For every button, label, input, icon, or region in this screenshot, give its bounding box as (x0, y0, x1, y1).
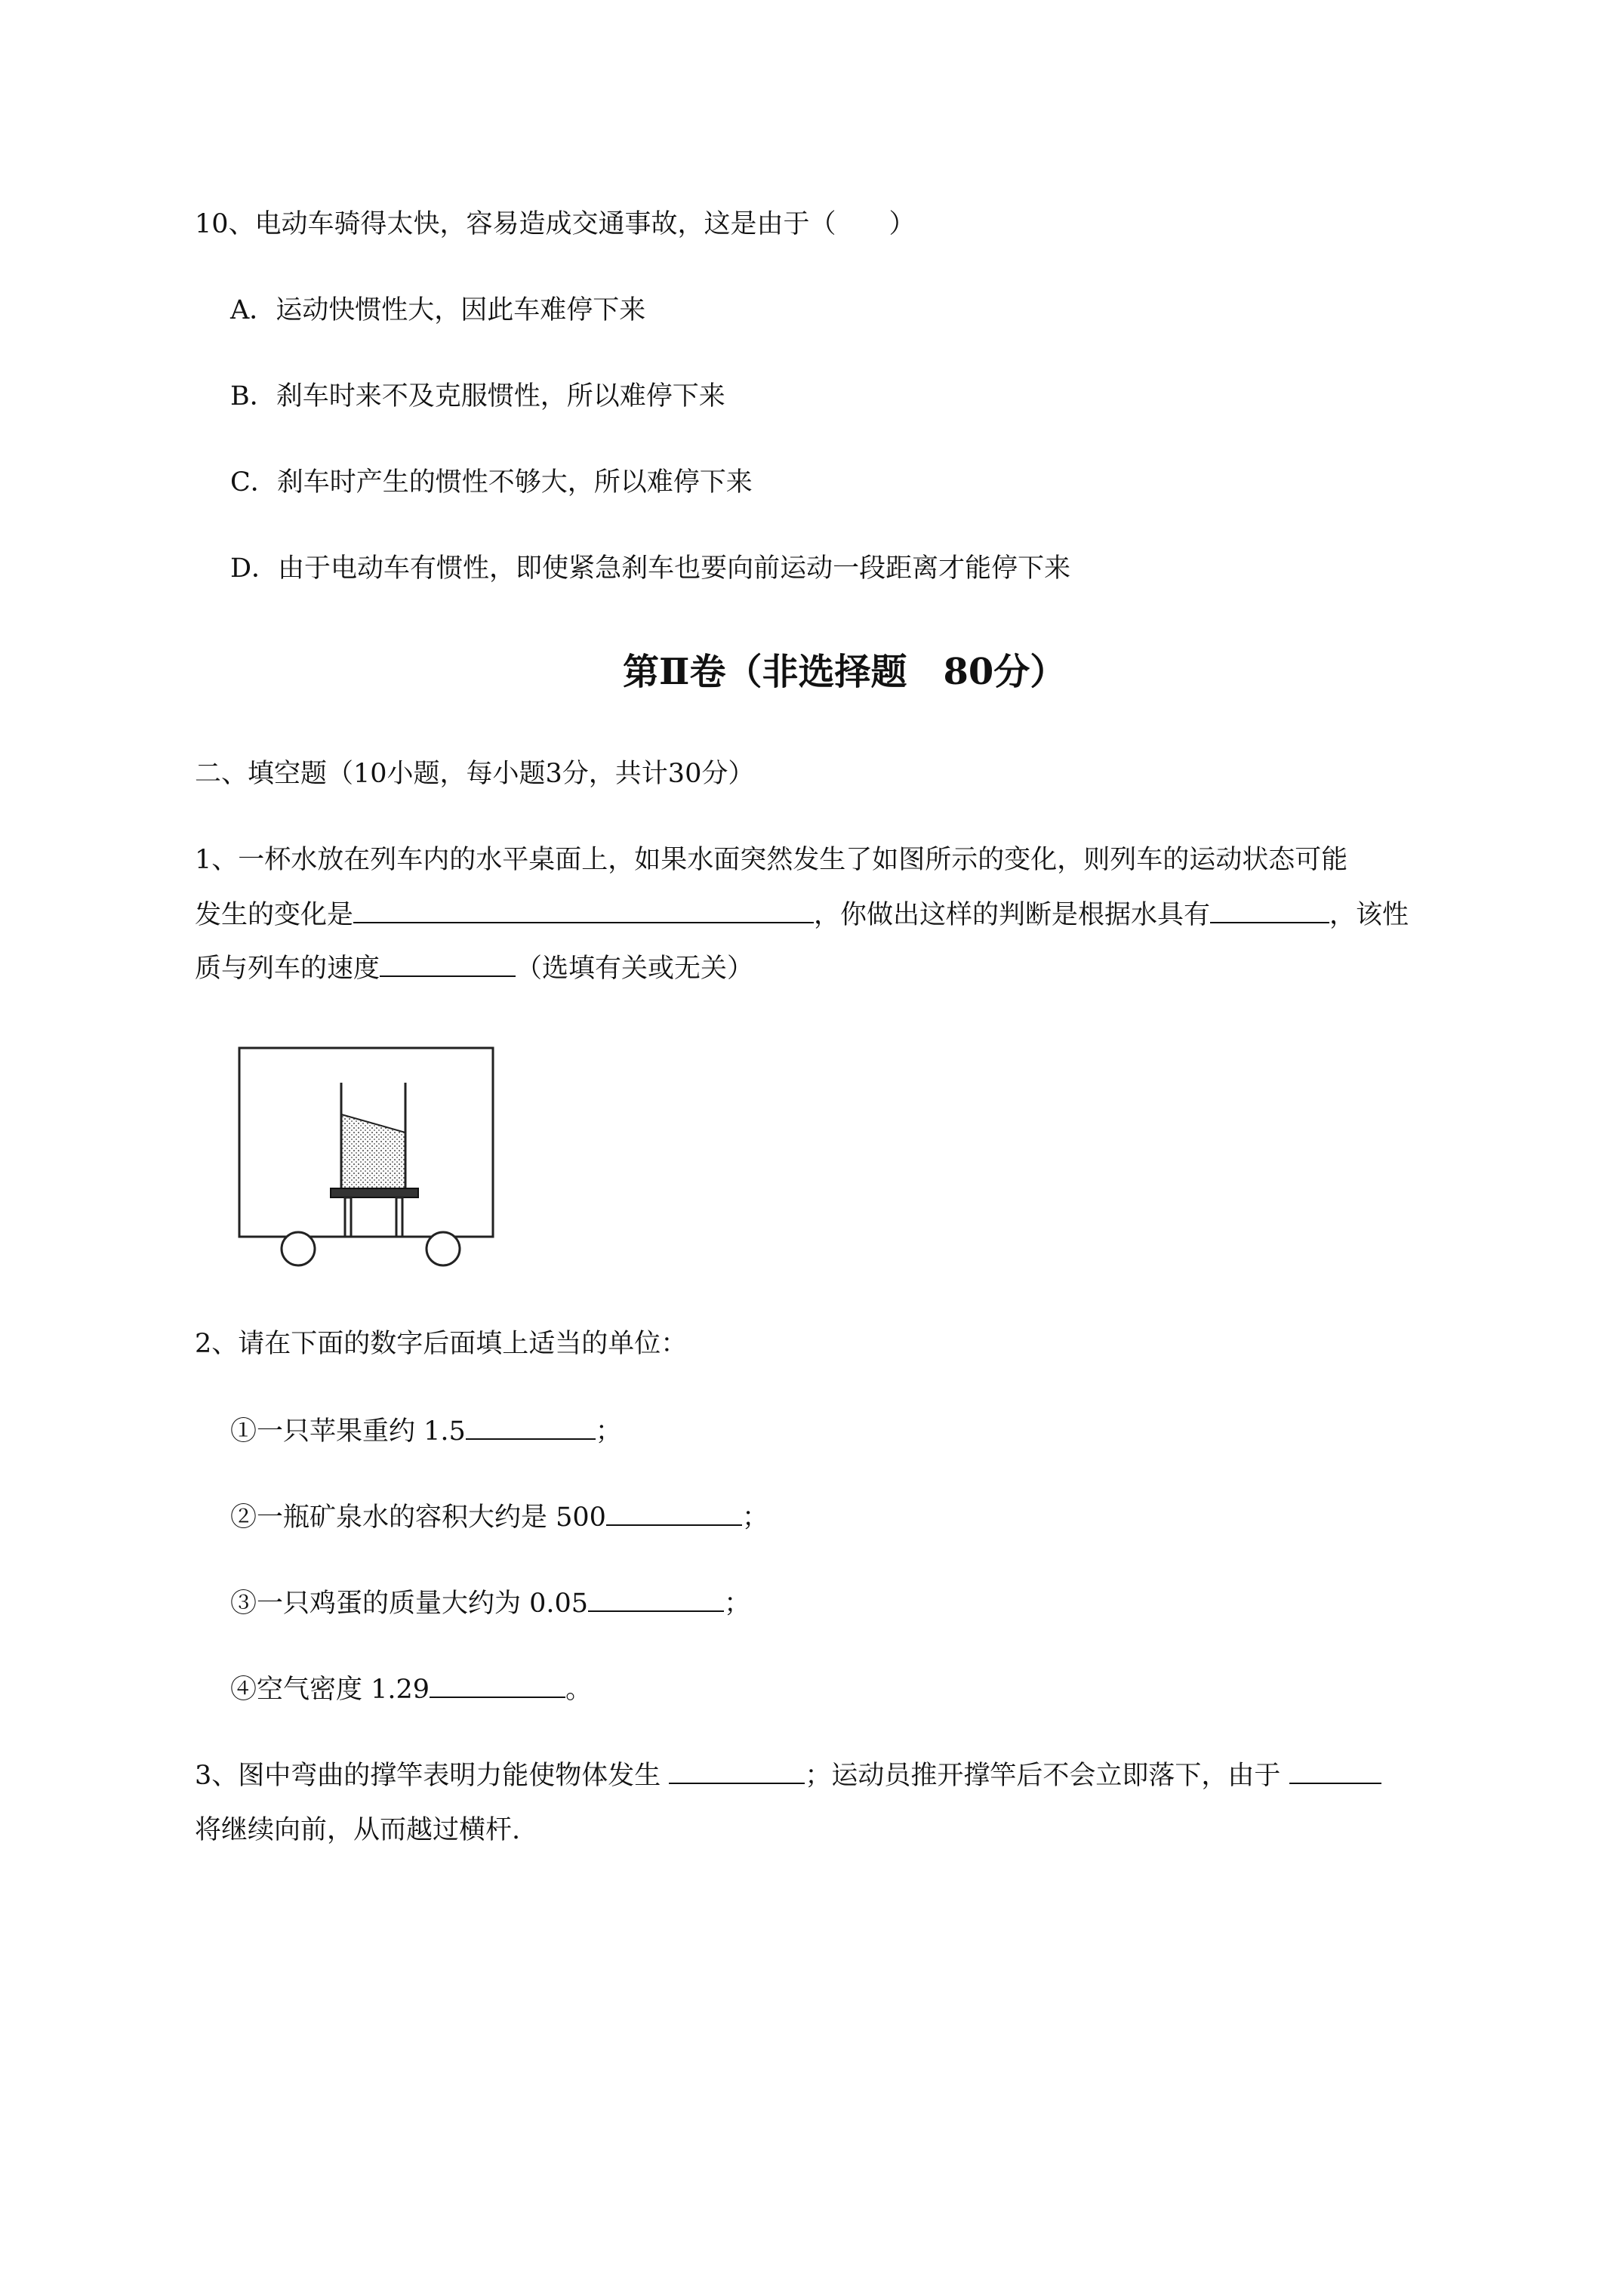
q1-line3-text-b: （选填有关或无关） (516, 954, 754, 984)
q3-blank-2[interactable] (1289, 1760, 1381, 1784)
q2-item-1-text: ①一只苹果重约 1.5 (230, 1416, 466, 1447)
q2-blank-4[interactable] (430, 1674, 565, 1698)
q2-item-1-end: ； (595, 1416, 622, 1447)
q3-line1-text-b: ；运动员推开撑竿后不会立即落下，由于 (805, 1761, 1289, 1791)
q2-item-4-end: 。 (565, 1675, 593, 1705)
q2-blank-2[interactable] (606, 1502, 742, 1526)
part-title: 二、填空题（10小题，每小题3分，共计30分） (195, 759, 755, 789)
q2-item-3-text: ③一只鸡蛋的质量大约为 0.05 (230, 1589, 589, 1619)
q1-line2-text-c: ，该性 (1329, 900, 1409, 930)
q2-item-4 (230, 1673, 592, 1706)
q1-line2 (195, 898, 1409, 932)
section-title: 第Ⅱ卷（非选择题 80分） (623, 651, 1067, 693)
table-leg-left (345, 1197, 351, 1237)
q1-line3 (195, 952, 753, 985)
q2-item-4-text: ④空气密度 1.29 (230, 1675, 430, 1705)
q1-line2-text-a: 发生的变化是 (195, 900, 354, 930)
q10-option-d[interactable]: D．由于电动车有惯性，即使紧急刹车也要向前运动一段距离才能停下来 (230, 553, 1071, 584)
q3-blank-1[interactable] (669, 1760, 805, 1784)
q2-item-3-end: ； (724, 1589, 751, 1619)
wheel-left (282, 1232, 315, 1265)
q2-item-2-text: ②一瓶矿泉水的容积大约是 500 (230, 1502, 606, 1533)
wheel-right (427, 1232, 460, 1265)
q10-option-b[interactable]: B．刹车时来不及克服惯性，所以难停下来 (230, 381, 725, 411)
q10-option-a[interactable]: A．运动快惯性大，因此车难停下来 (230, 295, 646, 325)
q2-item-2 (230, 1501, 768, 1534)
q10-stem: 10、电动车骑得太快，容易造成交通事故，这是由于（ ） (195, 209, 916, 239)
q3-line1-text-a: 3、图中弯曲的撑竿表明力能使物体发生 (195, 1761, 670, 1791)
table-top (331, 1188, 418, 1197)
q1-blank-1[interactable] (353, 899, 814, 923)
q2-item-2-end: ； (741, 1502, 768, 1533)
q1-blank-2[interactable] (1210, 899, 1329, 923)
water (341, 1114, 405, 1188)
table-leg-right (396, 1197, 402, 1237)
q2-blank-3[interactable] (588, 1588, 724, 1612)
q1-line1: 1、一杯水放在列车内的水平桌面上，如果水面突然发生了如图所示的变化，则列车的运动状态可能 (195, 845, 1348, 875)
q1-blank-3[interactable] (380, 953, 516, 977)
q10-option-c[interactable]: C．刹车时产生的惯性不够大，所以难停下来 (230, 467, 753, 498)
q1-line2-text-b: ，你做出这样的判断是根据水具有 (814, 900, 1211, 930)
q2-item-3 (230, 1587, 750, 1620)
q2-item-1 (230, 1415, 622, 1448)
q3-line1 (195, 1759, 1381, 1792)
q2-stem: 2、请在下面的数字后面填上适当的单位： (195, 1329, 688, 1359)
q2-blank-1[interactable] (466, 1416, 596, 1440)
train-cup-figure (230, 1040, 502, 1267)
q1-line3-text-a: 质与列车的速度 (195, 954, 380, 984)
q3-line2: 将继续向前，从而越过横杆. (195, 1815, 521, 1845)
